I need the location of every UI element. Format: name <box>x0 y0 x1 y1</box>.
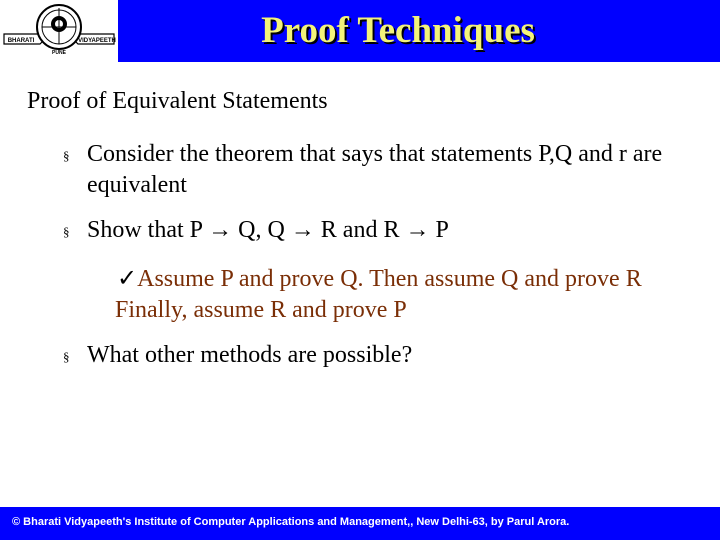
square-bullet-icon: § <box>63 148 70 163</box>
square-bullet-icon: § <box>63 224 70 239</box>
logo-right-text: VIDYAPEETH <box>78 38 116 44</box>
slide-title: Proof Techniques <box>261 10 535 51</box>
title-bar <box>0 0 720 62</box>
sub-bullet-text: Assume P and prove Q. Then assume Q and prove R Finally, assume R and prove P <box>115 266 642 323</box>
checkmark-icon: ✓ <box>117 266 138 292</box>
footer-text: © Bharati Vidyapeeth's Institute of Computer Applications and Management,, New Delhi-63, by Parul Arora. <box>12 516 570 528</box>
footer-bar <box>0 507 720 540</box>
emblem-icon <box>0 0 118 62</box>
institute-logo <box>0 0 118 62</box>
bullet-text: Show that P → Q, Q → R and R → P <box>87 217 449 243</box>
bullet-text: What other methods are possible? <box>87 342 413 368</box>
section-heading: Proof of Equivalent Statements <box>27 88 328 114</box>
logo-left-text: BHARATI <box>7 38 35 44</box>
bullet-item <box>63 340 693 372</box>
logo-bottom-text: PUNE <box>52 50 66 56</box>
square-bullet-icon: § <box>63 349 70 364</box>
bullet-item <box>63 139 693 201</box>
bullet-text: Consider the theorem that says that statements P,Q and r are equivalent <box>87 141 663 198</box>
sub-bullet-item <box>115 264 705 326</box>
bullet-item <box>63 215 693 247</box>
